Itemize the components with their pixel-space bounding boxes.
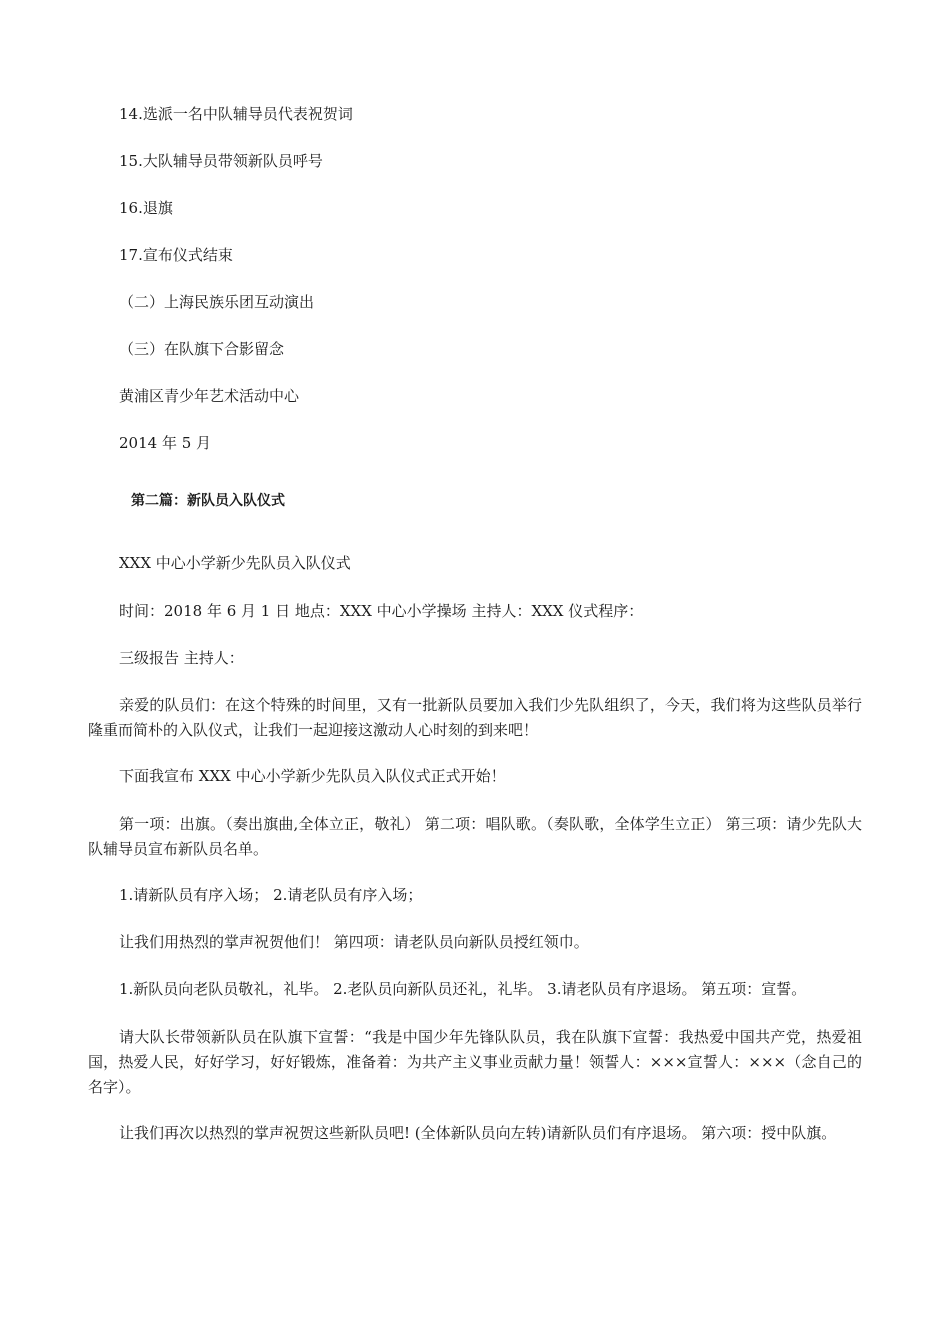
- program-item-17: 17.宣布仪式结束: [119, 246, 233, 264]
- paragraph-entrance: 1.请新队员有序入场； 2.请老队员有序入场；: [119, 886, 423, 904]
- organizer-name: 黄浦区青少年艺术活动中心: [119, 387, 300, 405]
- program-item-16: 16.退旗: [119, 199, 173, 217]
- program-section-2: （二）上海民族乐团互动演出: [119, 293, 315, 311]
- three-level-report: 三级报告 主持人：: [119, 649, 244, 667]
- paragraph-item-6: 让我们再次以热烈的掌声祝贺这些新队员吧! (全体新队员向左转)请新队员们有序退场。 第六项：授中队旗。: [119, 1124, 837, 1142]
- program-section-3: （三）在队旗下合影留念: [119, 340, 285, 358]
- ceremony-info: 时间：2018 年 6 月 1 日 地点：XXX 中心小学操场 主持人：XXX 仪式程序：: [119, 602, 644, 620]
- section-heading: 第二篇：新队员入队仪式: [131, 493, 285, 509]
- paragraph-announcement: 下面我宣布 XXX 中心小学新少先队员入队仪式正式开始！: [119, 767, 506, 785]
- program-item-15: 15.大队辅导员带领新队员呼号: [119, 152, 323, 170]
- ceremony-title: XXX 中心小学新少先队员入队仪式: [119, 554, 351, 572]
- paragraph-item-4: 让我们用热烈的掌声祝贺他们！ 第四项：请老队员向新队员授红领巾。: [119, 933, 589, 951]
- paragraph-opening: 亲爱的队员们：在这个特殊的时间里，又有一批新队员要加入我们少先队组织了，今天，我们将为这些队员举行隆重而简朴的入队仪式，让我们一起迎接这激动人心时刻的到来吧！: [88, 696, 862, 739]
- paragraph-oath: 请大队长带领新队员在队旗下宣誓：“我是中国少年先锋队队员，我在队旗下宣誓：我热爱中国共产党，热爱祖国，热爱人民，好好学习，好好锻炼，准备着：为共产主义事业贡献力量！领誓人：×××宣誓人：×××（念自己的名字）。: [88, 1028, 862, 1096]
- program-item-14: 14.选派一名中队辅导员代表祝贺词: [119, 105, 353, 123]
- document-date: 2014 年 5 月: [119, 434, 212, 452]
- paragraph-items-1-3: 第一项：出旗。（奏出旗曲,全体立正，敬礼） 第二项：唱队歌。（奏队歌，全体学生立正） 第三项：请少先队大队辅导员宣布新队员名单。: [88, 815, 862, 858]
- paragraph-salute: 1.新队员向老队员敬礼，礼毕。 2.老队员向新队员还礼，礼毕。 3.请老队员有序退场。 第五项：宣誓。: [119, 980, 807, 998]
